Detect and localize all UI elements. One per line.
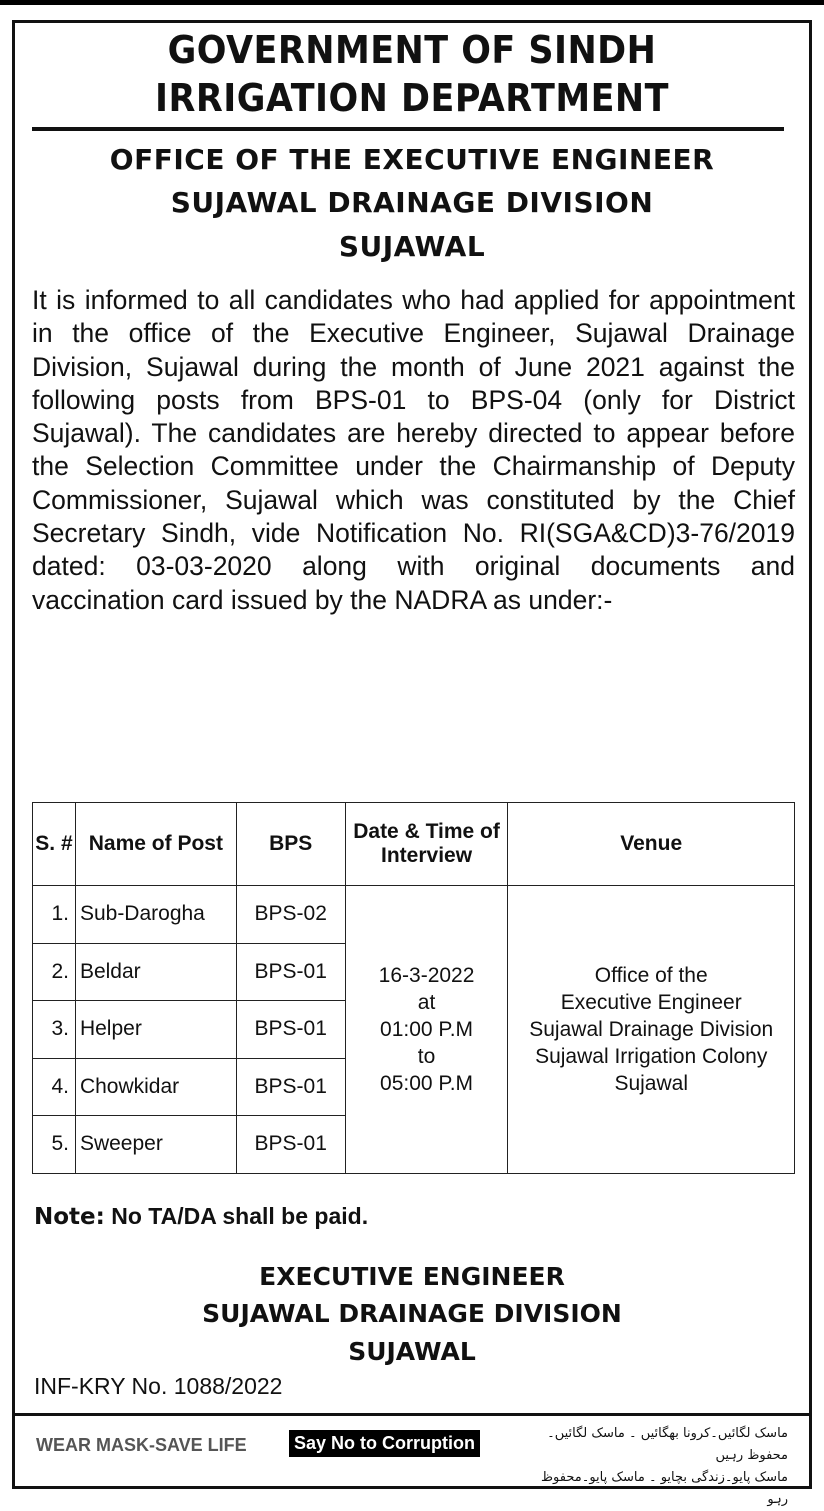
header-department: IRRIGATION DEPARTMENT xyxy=(155,76,669,120)
cell-post: Beldar xyxy=(75,943,236,1001)
header-bps: BPS xyxy=(236,803,345,886)
office-title: OFFICE OF THE EXECUTIVE ENGINEER xyxy=(109,143,715,176)
office-division: SUJAWAL DRAINAGE DIVISION xyxy=(170,186,654,219)
note xyxy=(34,1203,368,1230)
top-border xyxy=(0,0,824,5)
urdu-line-2: ماسک پایو۔زندگی بچایو ۔ ماسک پایو۔محفوظ رہو xyxy=(541,1470,788,1507)
signature-title: EXECUTIVE ENGINEER xyxy=(259,1262,565,1291)
header-divider xyxy=(32,127,784,131)
urdu-slogan xyxy=(530,1423,788,1511)
cell-post: Sweeper xyxy=(75,1116,236,1174)
cell-sn: 4. xyxy=(33,1058,76,1116)
cell-post: Sub-Darogha xyxy=(75,886,236,944)
interview-end: 05:00 P.M xyxy=(380,1071,474,1095)
cell-post: Helper xyxy=(75,1001,236,1059)
cell-interview-time xyxy=(345,886,508,1174)
interview-start: 01:00 P.M xyxy=(380,1017,474,1041)
table-header-row xyxy=(33,803,795,886)
interview-at: at xyxy=(417,990,436,1014)
notice-body: It is informed to all candidates who had applied for appointment in the office of the Executive Engineer, Sujawal Drainage Division, Sujawal during the month of June 2021 against the following posts from BPS-01 to BPS-04 (only for District Sujawal). The candidates are hereby directed to appear before the Selection Committee under the Chairmanship of Deputy Commissioner, Sujawal which was constituted by the Chief Secretary Sindh, vide Notification No. RI(SGA&CD)3-76/2019 dated: 03-03-2020 along with original documents and vaccination card issued by the NADRA as under:- xyxy=(32,285,795,615)
signature-division: SUJAWAL DRAINAGE DIVISION xyxy=(202,1299,622,1328)
reference-number: INF-KRY No. 1088/2022 xyxy=(34,1373,283,1399)
venue-line: Executive Engineer xyxy=(560,990,742,1014)
venue-line: Sujawal xyxy=(614,1071,688,1095)
cell-bps: BPS-02 xyxy=(236,886,345,944)
interview-date: 16-3-2022 xyxy=(378,963,475,987)
cell-sn: 2. xyxy=(33,943,76,1001)
cell-venue xyxy=(508,886,795,1174)
cell-bps: BPS-01 xyxy=(236,1116,345,1174)
header-sn: S. # xyxy=(33,803,76,886)
table-row xyxy=(33,886,795,944)
venue-line: Sujawal Drainage Division xyxy=(529,1017,774,1041)
cell-sn: 3. xyxy=(33,1001,76,1059)
header-government: GOVERNMENT OF SINDH xyxy=(167,28,657,72)
note-label: Note: xyxy=(34,1204,105,1230)
venue-line: Office of the xyxy=(594,963,708,987)
cell-post: Chowkidar xyxy=(75,1058,236,1116)
note-text: No TA/DA shall be paid. xyxy=(104,1203,369,1229)
header-venue: Venue xyxy=(508,803,795,886)
interview-to: to xyxy=(417,1044,436,1068)
cell-bps: BPS-01 xyxy=(236,943,345,1001)
header-post: Name of Post xyxy=(75,803,236,886)
cell-sn: 5. xyxy=(33,1116,76,1174)
urdu-line-1: ماسک لگائیں۔کرونا بھگائیں ۔ ماسک لگائیں۔محفوظ رہیں xyxy=(547,1426,788,1463)
interview-table xyxy=(32,802,795,1174)
wear-mask-slogan: WEAR MASK-SAVE LIFE xyxy=(36,1435,247,1455)
cell-bps: BPS-01 xyxy=(236,1058,345,1116)
cell-bps: BPS-01 xyxy=(236,1001,345,1059)
venue-line: Sujawal Irrigation Colony xyxy=(535,1044,768,1068)
signature-location: SUJAWAL xyxy=(348,1337,476,1366)
office-location: SUJAWAL xyxy=(338,230,486,263)
corruption-slogan: Say No to Corruption xyxy=(289,1430,480,1457)
header-interview: Date & Time of Interview xyxy=(345,803,508,886)
cell-sn: 1. xyxy=(33,886,76,944)
